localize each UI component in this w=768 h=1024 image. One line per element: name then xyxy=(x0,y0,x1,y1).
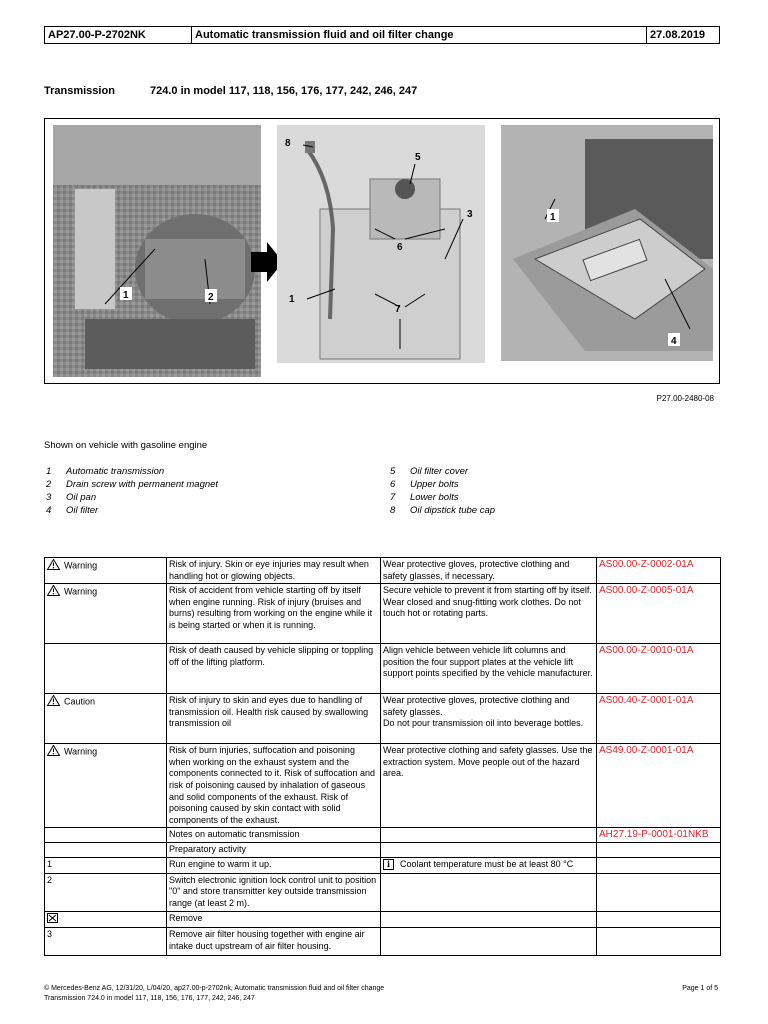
table-row: Preparatory activity xyxy=(45,842,721,857)
document-header xyxy=(44,26,720,44)
legend-item: 1 Automatic transmission xyxy=(46,466,165,477)
vehicle-underside-photo xyxy=(53,125,261,377)
reference-link[interactable]: AS00.40-Z-0001-01A xyxy=(597,694,721,744)
subheader-label: Transmission xyxy=(44,85,115,97)
callout-mid-5: 5 xyxy=(415,152,421,163)
doc-title: Automatic transmission fluid and oil filter change xyxy=(192,27,647,44)
callout-mid-7: 7 xyxy=(395,304,401,315)
warning-icon xyxy=(47,745,60,760)
legend-left xyxy=(46,466,218,518)
page-number: Page 1 of 5 xyxy=(682,985,718,992)
caution-icon xyxy=(47,695,60,710)
doc-date: 27.08.2019 xyxy=(647,27,720,44)
reference-link[interactable]: AS49.00-Z-0001-01A xyxy=(597,744,721,828)
callout-mid-6: 6 xyxy=(397,242,403,253)
figure-caption: Shown on vehicle with gasoline engine xyxy=(44,440,208,451)
callout-right-1: 1 xyxy=(550,212,556,223)
table-row: Remove xyxy=(45,911,721,928)
transmission-figure xyxy=(44,118,720,384)
legend-item: 6 Upper bolts xyxy=(390,479,459,490)
table-row: Warning Risk of injury. Skin or eye injuries may result when handling hot or glowing objects. Wear protective gloves, protective clothing and safety glasses, if necessary. AS00.00-Z-0002-01A xyxy=(45,558,721,584)
reference-link[interactable]: AS00.00-Z-0005-01A xyxy=(597,584,721,644)
callout-right-4: 4 xyxy=(671,336,677,347)
legend-item: 5 Oil filter cover xyxy=(390,466,469,477)
table-row: Warning Risk of burn injuries, suffocation and poisoning when working on the exhaust system and the components connected to it. Risk of suffocation and risk of poisoning caused by inhalation of gaseous and solid components of the exhaust. Risk of poisoning caused by skin contact with solid components of the exhaust. Wear protective clothing and safety glasses. Use the extraction system. Move people out of the hazard area. AS49.00-Z-0001-01A xyxy=(45,744,721,828)
legend-item: 2 Drain screw with permanent magnet xyxy=(46,479,219,490)
oil-pan-photo xyxy=(501,125,713,361)
table-row: Notes on automatic transmission AH27.19-P-0001-01NKB xyxy=(45,828,721,843)
legend-item: 3 Oil pan xyxy=(46,492,97,503)
procedure-table xyxy=(44,557,721,956)
reference-link[interactable]: AS00.00-Z-0002-01A xyxy=(597,558,721,584)
table-row: Warning Risk of accident from vehicle starting off by itself when engine running. Risk of injury (bruises and burns) resulting from working on the engine while it is being started or when it is running. Secure vehicle to prevent it from starting off by itself. Wear closed and snug-fitting work clothes. Do not touch hot or rotating parts. AS00.00-Z-0005-01A xyxy=(45,584,721,644)
info-icon: i xyxy=(383,859,394,870)
callout-mid-3: 3 xyxy=(467,209,473,220)
figure-reference: P27.00-2480-08 xyxy=(656,394,714,403)
figure-illustration xyxy=(45,119,721,385)
footer-line-2: Transmission 724.0 in model 117, 118, 156, 176, 177, 242, 246, 247 xyxy=(44,995,255,1002)
subheader-value: 724.0 in model 117, 118, 156, 176, 177, 242, 246, 247 xyxy=(150,85,418,97)
reference-link[interactable]: AH27.19-P-0001-01NKB xyxy=(597,828,721,843)
footer-line-1: © Mercedes-Benz AG, 12/31/20, L/04/20, ap27.00-p-2702nk, Automatic transmission fluid and oil filter change xyxy=(44,985,385,992)
table-row: 2 Switch electronic ignition lock control unit to position "0" and store transmitter key outside transmission range (at least 2 m). xyxy=(45,873,721,911)
legend-item: 7 Lower bolts xyxy=(390,492,459,503)
doc-id: AP27.00-P-2702NK xyxy=(45,27,192,44)
callout-left-2: 2 xyxy=(208,292,214,303)
warning-icon xyxy=(47,585,60,600)
callout-left-1: 1 xyxy=(123,290,129,301)
table-row: 3 Remove air filter housing together with engine air intake duct upstream of air filter housing. xyxy=(45,928,721,956)
table-row: 1 Run engine to warm it up. i Coolant temperature must be at least 80 °C xyxy=(45,857,721,873)
legend-right xyxy=(390,466,495,518)
callout-mid-1: 1 xyxy=(289,294,295,305)
callout-mid-8: 8 xyxy=(285,138,291,149)
legend-item: 8 Oil dipstick tube cap xyxy=(390,505,496,516)
warning-icon xyxy=(47,559,60,574)
reference-link[interactable]: AS00.00-Z-0010-01A xyxy=(597,644,721,694)
transmission-diagram xyxy=(277,125,485,363)
remove-icon xyxy=(47,915,58,925)
legend-item: 4 Oil filter xyxy=(46,505,99,516)
table-row: Caution Risk of injury to skin and eyes due to handling of transmission oil. Health risk caused by swallowing transmission oil Wear protective gloves, protective clothing and safety glasses. Do not pour transmission oil into beverage bottles. AS00.40-Z-0001-01A xyxy=(45,694,721,744)
table-row: Risk of death caused by vehicle slipping or toppling off of the lifting platform. Align vehicle between vehicle lift columns and position the four support plates at the vehicle lift support points specified by the vehicle manufacturer. AS00.00-Z-0010-01A xyxy=(45,644,721,694)
